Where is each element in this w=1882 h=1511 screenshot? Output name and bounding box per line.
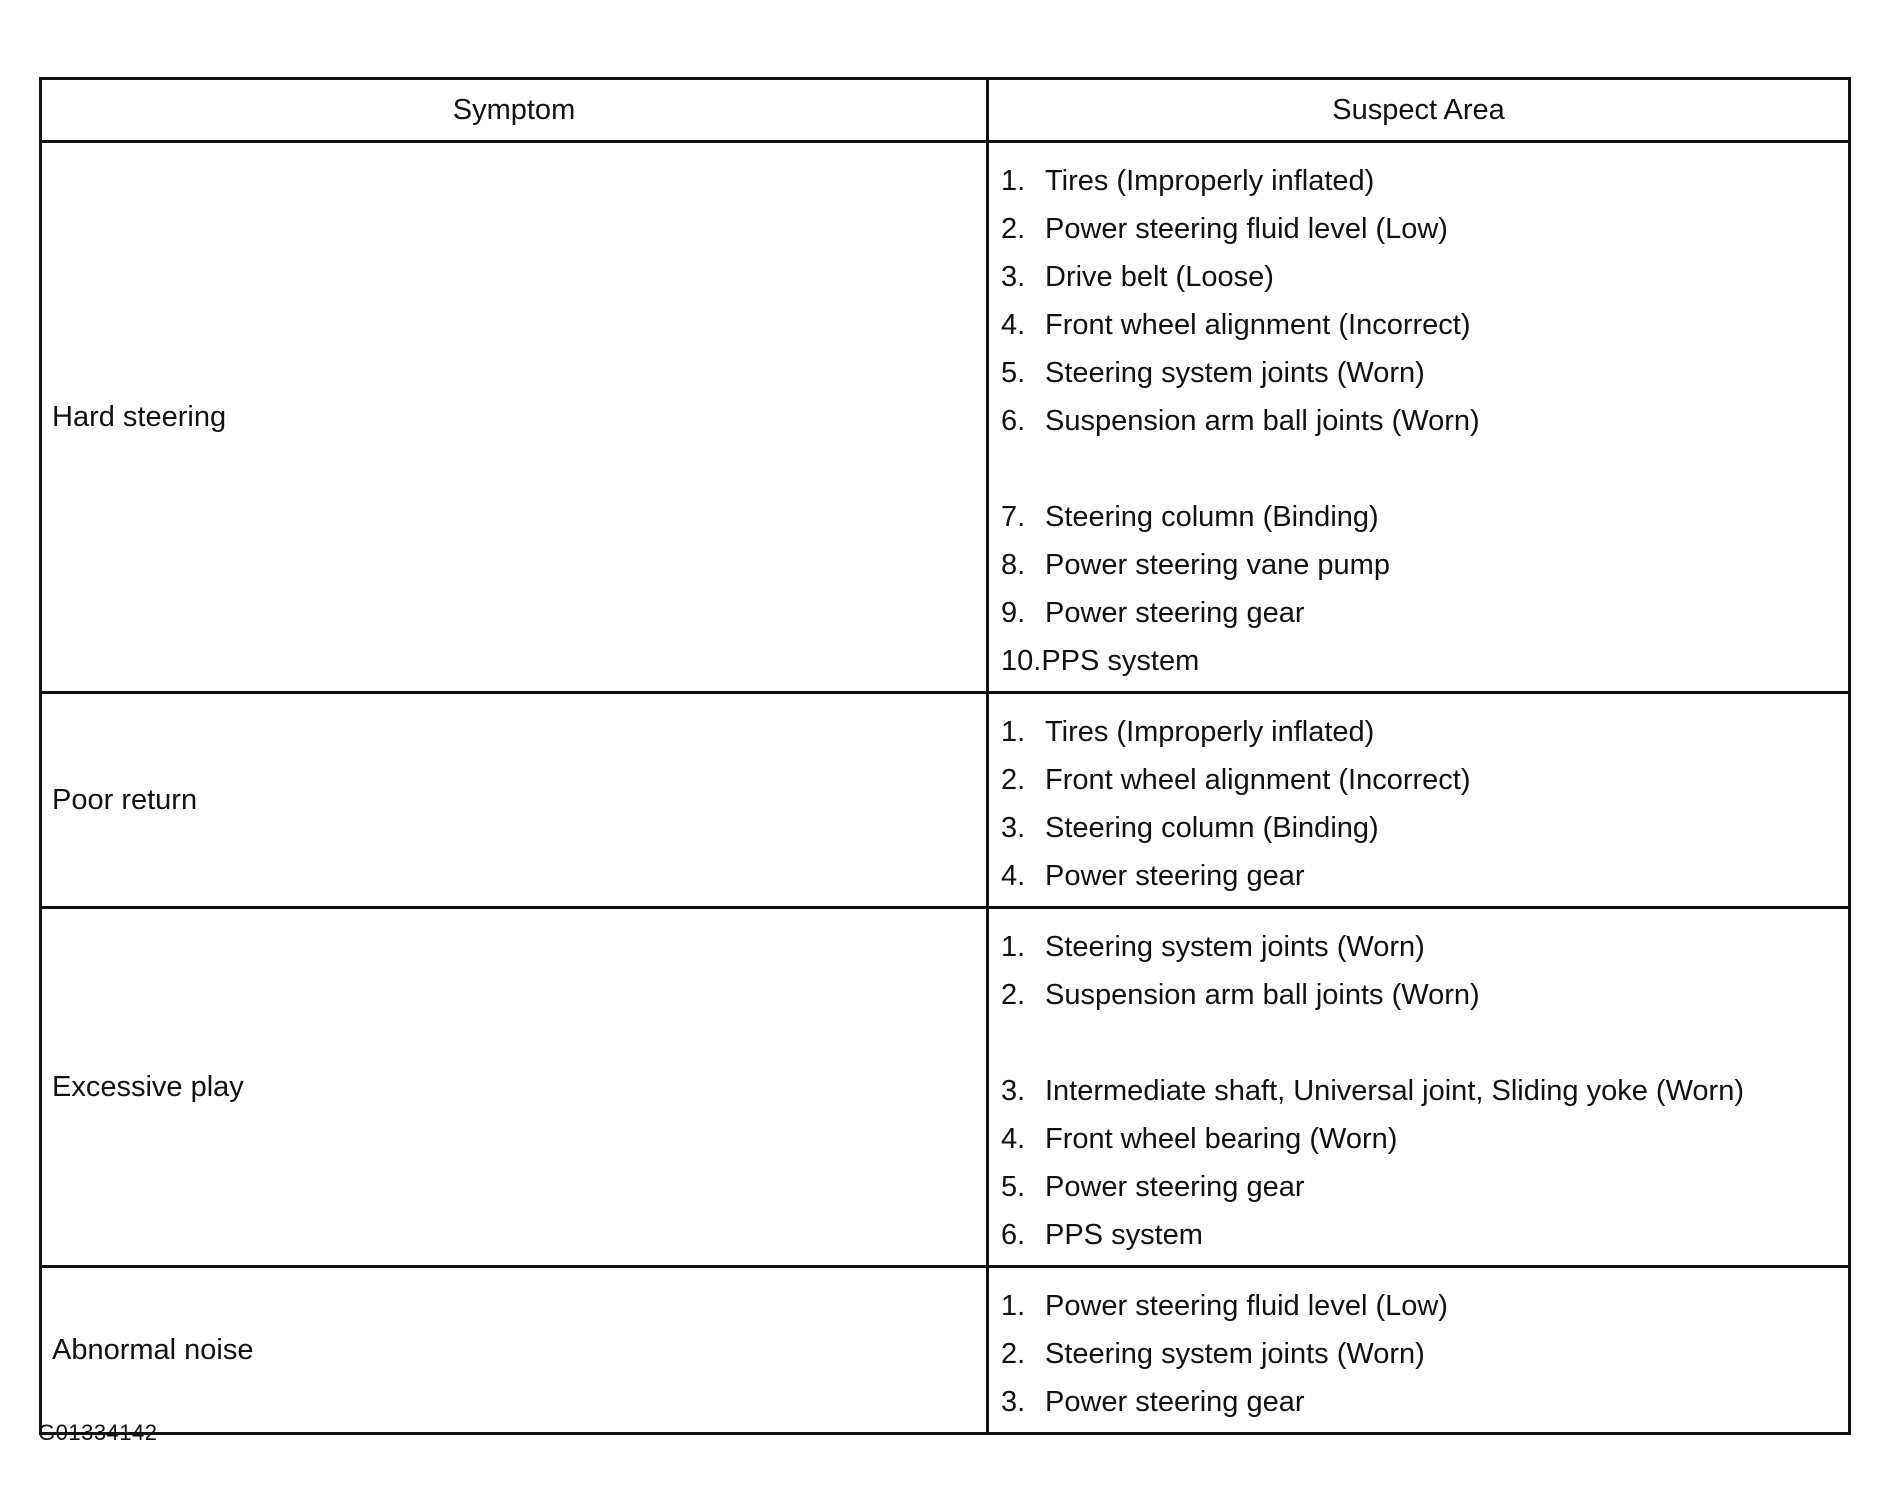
- list-item: [1001, 157, 1848, 205]
- suspect-area-list: [989, 694, 1848, 906]
- troubleshooting-table: [39, 77, 1851, 1435]
- symptom-cell: Excessive play: [42, 909, 989, 1265]
- list-item: [1001, 1282, 1848, 1330]
- item-number: 6.: [1001, 404, 1026, 437]
- item-number: 1.: [1001, 930, 1026, 963]
- item-text: Front wheel bearing (Worn): [1045, 1122, 1398, 1155]
- item-text: Power steering fluid level (Low): [1045, 212, 1448, 245]
- list-item: [1001, 1211, 1848, 1259]
- item-text: PPS system: [1045, 1218, 1203, 1251]
- list-item: [1001, 1115, 1848, 1163]
- item-text: Power steering gear: [1045, 1385, 1305, 1418]
- list-item: [1001, 1163, 1848, 1211]
- suspect-area-list: [989, 143, 1848, 691]
- item-number: 2.: [1001, 978, 1026, 1011]
- item-number: 8.: [1001, 548, 1026, 581]
- item-number: 5.: [1001, 356, 1026, 389]
- list-item: [1001, 1067, 1848, 1115]
- figure-id: G01334142: [38, 1420, 158, 1445]
- symptom-cell: Poor return: [42, 694, 989, 906]
- item-number: 1.: [1001, 715, 1026, 748]
- item-number: 7.: [1001, 500, 1026, 533]
- list-item: [1001, 852, 1848, 900]
- list-item: [1001, 589, 1848, 637]
- table-row: [42, 694, 1848, 909]
- item-text: Front wheel alignment (Incorrect): [1045, 308, 1471, 341]
- table-row: [42, 143, 1848, 694]
- list-item: [1001, 301, 1848, 349]
- list-item: [1001, 1330, 1848, 1378]
- table-row: [42, 909, 1848, 1268]
- item-text: Tires (Improperly inflated): [1045, 715, 1375, 748]
- item-text: Steering column (Binding): [1045, 500, 1379, 533]
- symptom-cell: Abnormal noise: [42, 1268, 989, 1432]
- item-text: Drive belt (Loose): [1045, 260, 1274, 293]
- item-text: Suspension arm ball joints (Worn): [1045, 404, 1480, 437]
- item-text: Steering system joints (Worn): [1045, 1337, 1425, 1370]
- item-text: Power steering fluid level (Low): [1045, 1289, 1448, 1322]
- header-symptom: Symptom: [42, 80, 989, 140]
- item-text: Steering system joints (Worn): [1045, 930, 1425, 963]
- item-number: 4.: [1001, 308, 1026, 341]
- item-number: 3.: [1001, 1385, 1026, 1418]
- list-item: [1001, 397, 1848, 445]
- item-text: Power steering gear: [1045, 859, 1305, 892]
- list-item: [1001, 804, 1848, 852]
- item-text: Front wheel alignment (Incorrect): [1045, 763, 1471, 796]
- item-text: Power steering gear: [1045, 1170, 1305, 1203]
- item-number: 4.: [1001, 859, 1026, 892]
- item-number: 3.: [1001, 811, 1026, 844]
- item-text: Intermediate shaft, Universal joint, Sliding yoke (Worn): [1045, 1074, 1744, 1107]
- list-item: [1001, 205, 1848, 253]
- item-text: Power steering vane pump: [1045, 548, 1390, 581]
- item-number: 1.: [1001, 1289, 1026, 1322]
- item-number: 1.: [1001, 164, 1026, 197]
- item-number: 9.: [1001, 596, 1026, 629]
- list-item: [1001, 493, 1848, 541]
- table-row: [42, 1268, 1848, 1432]
- list-item: [1001, 541, 1848, 589]
- suspect-area-list: [989, 1268, 1848, 1432]
- item-text: Tires (Improperly inflated): [1045, 164, 1375, 197]
- item-number: 3.: [1001, 1074, 1026, 1107]
- item-number: 2.: [1001, 763, 1026, 796]
- list-item: [1001, 637, 1848, 685]
- item-number: 4.: [1001, 1122, 1026, 1155]
- item-text: Steering column (Binding): [1045, 811, 1379, 844]
- header-suspect-area: Suspect Area: [1332, 93, 1505, 126]
- item-number: 10.: [1001, 644, 1042, 677]
- symptom-cell: Hard steering: [42, 143, 989, 691]
- item-number: 2.: [1001, 1337, 1026, 1370]
- list-item: [1001, 971, 1848, 1019]
- suspect-area-list: [989, 909, 1848, 1265]
- item-text: PPS system: [1041, 644, 1200, 677]
- table-header-row: [42, 80, 1848, 143]
- item-number: 6.: [1001, 1218, 1026, 1251]
- list-item: [1001, 1378, 1848, 1426]
- list-item: [1001, 923, 1848, 971]
- item-number: 3.: [1001, 260, 1026, 293]
- list-item: [1001, 756, 1848, 804]
- list-item: [1001, 349, 1848, 397]
- item-text: Power steering gear: [1045, 596, 1305, 629]
- item-number: 5.: [1001, 1170, 1026, 1203]
- item-number: 2.: [1001, 212, 1026, 245]
- list-item: [1001, 708, 1848, 756]
- item-text: Steering system joints (Worn): [1045, 356, 1425, 389]
- item-text: Suspension arm ball joints (Worn): [1045, 978, 1480, 1011]
- list-item: [1001, 253, 1848, 301]
